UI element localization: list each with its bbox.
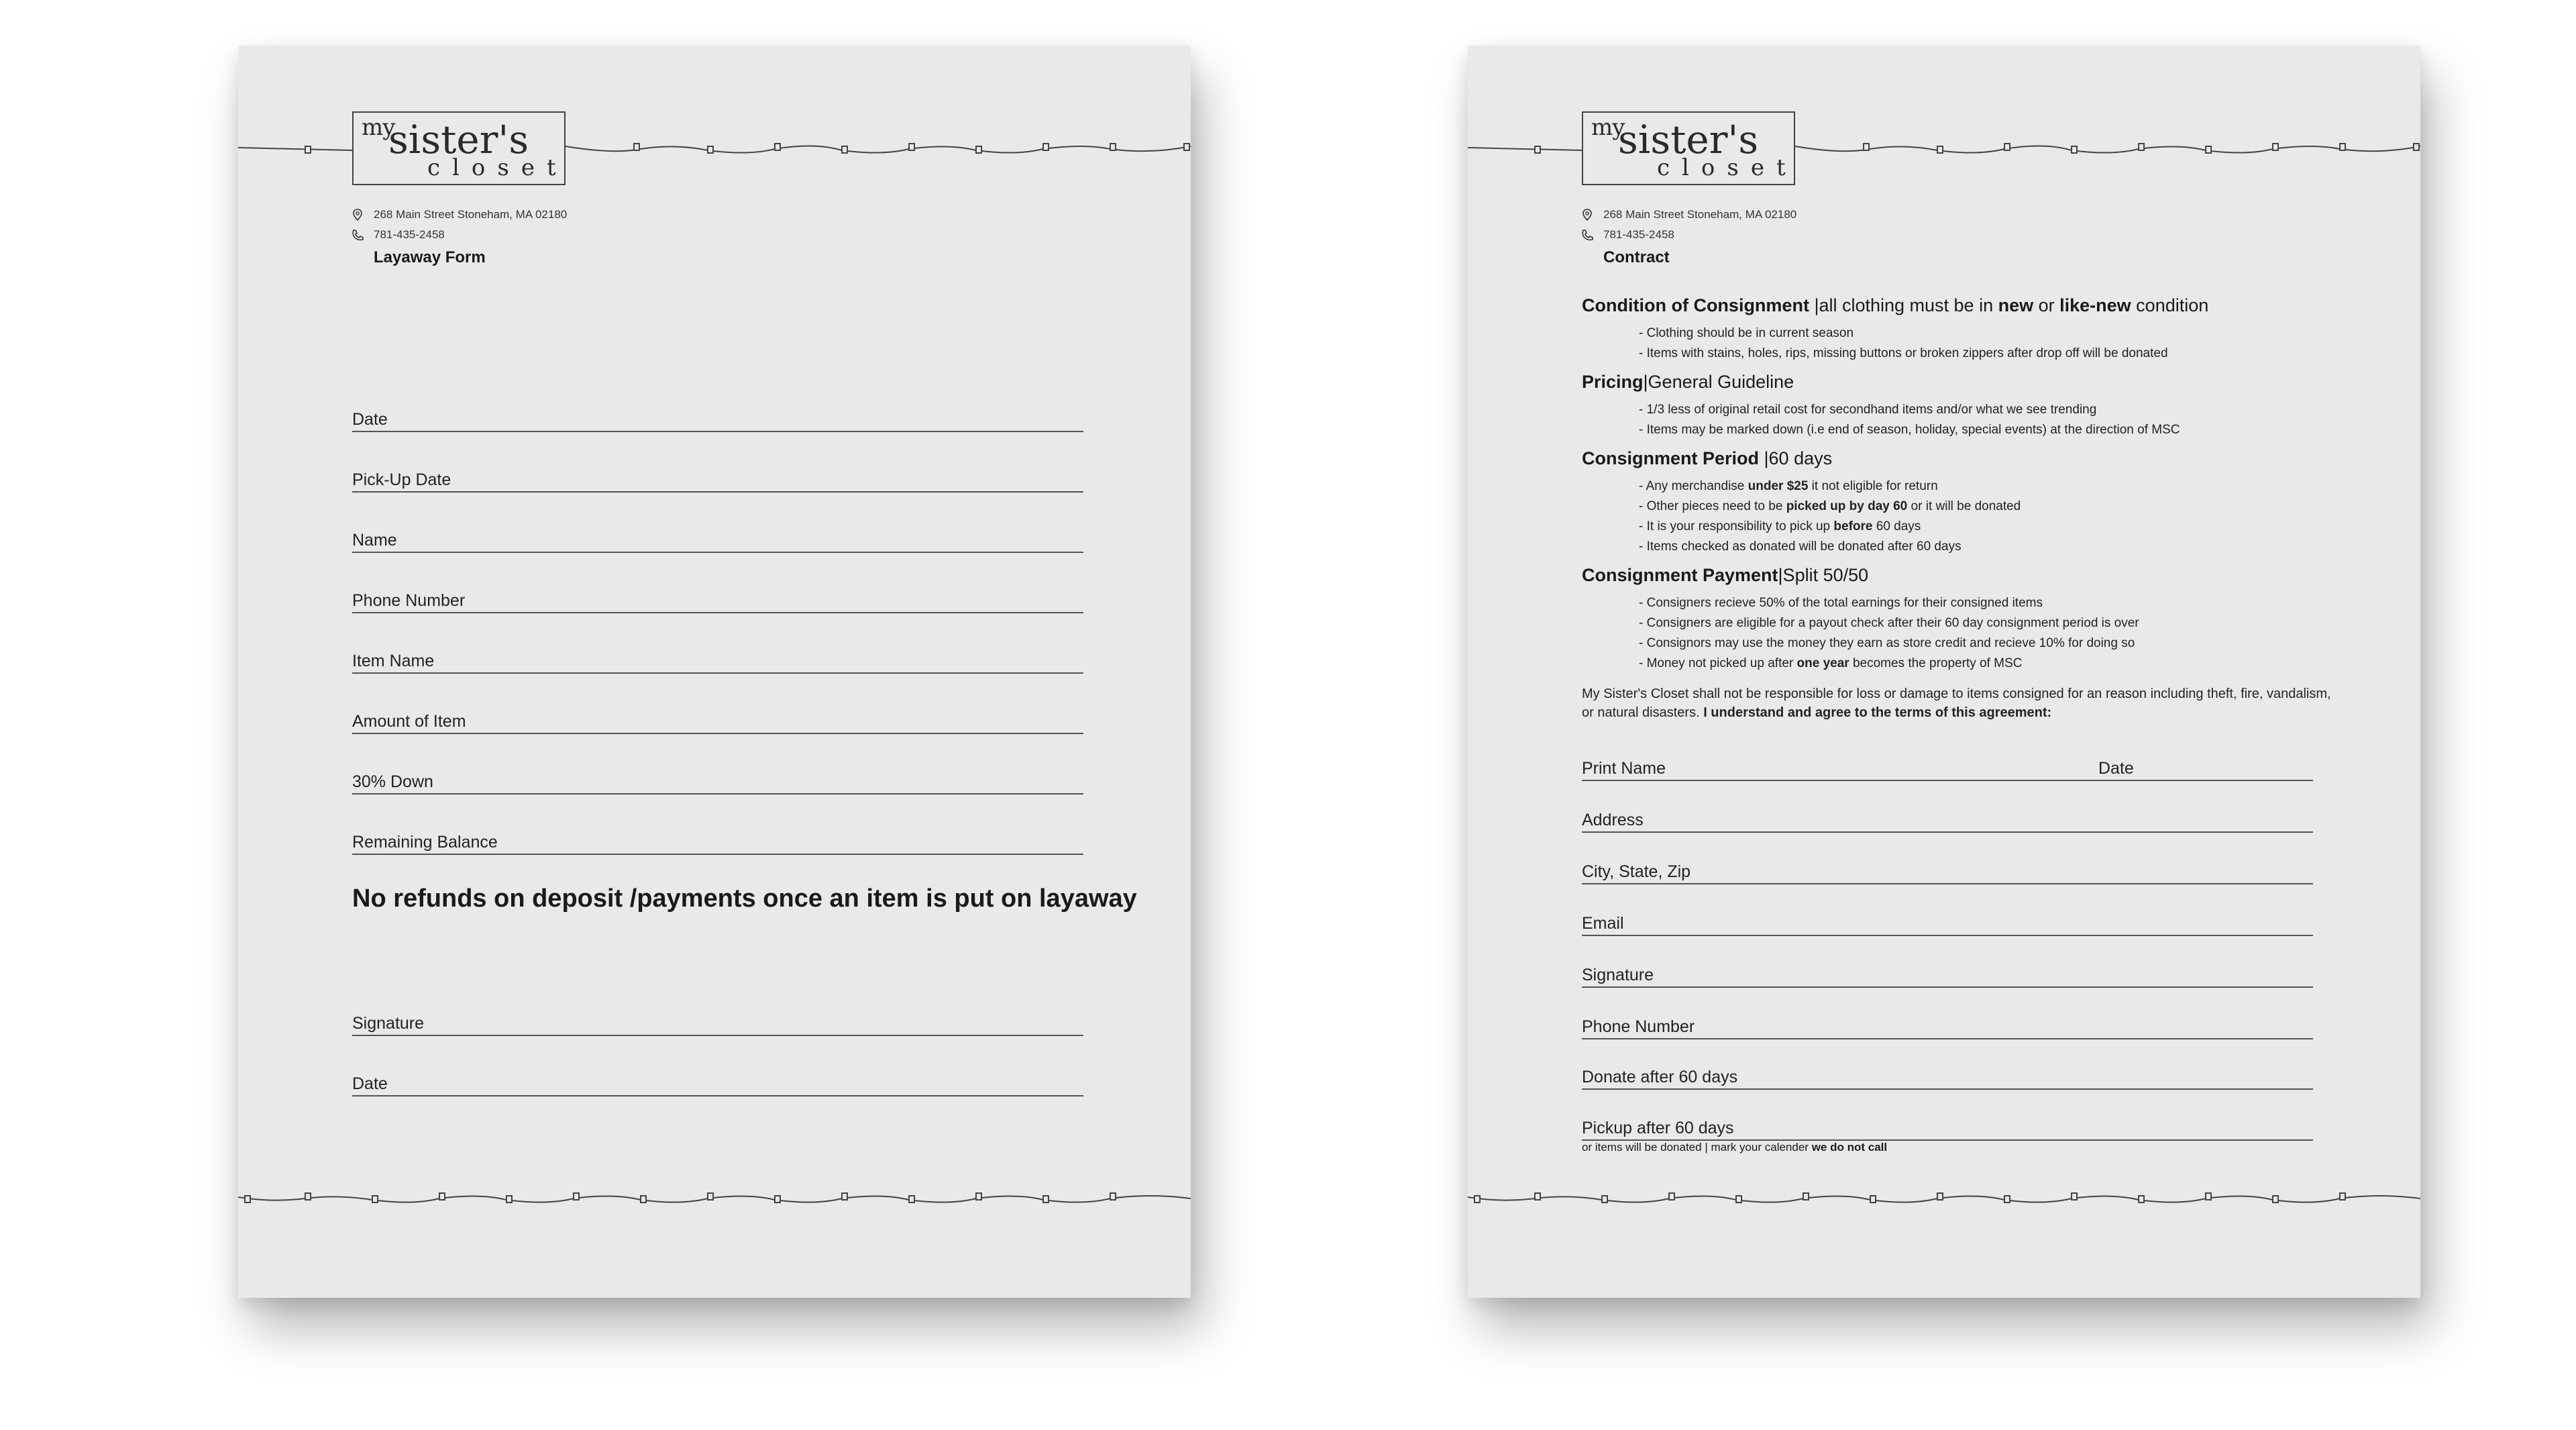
field-label: Pick-Up Date bbox=[352, 470, 451, 489]
field-label: Print Name bbox=[1582, 759, 1666, 778]
field-label: Signature bbox=[1582, 966, 1654, 984]
pricing-heading: Pricing|General Guideline bbox=[1582, 372, 1794, 392]
payment-heading: Consignment Payment|Split 50/50 bbox=[1582, 565, 1869, 585]
city-state-zip-field[interactable] bbox=[1582, 854, 2313, 884]
payment-bullet: - Consignors may use the money they earn as store credit and recieve 10% for doing so bbox=[1639, 636, 2135, 650]
form-title: Layaway Form bbox=[374, 248, 486, 266]
brand-logo bbox=[352, 111, 566, 185]
no-refund-notice: No refunds on deposit /payments once an item is put on layaway bbox=[352, 884, 1137, 913]
field-label: Date bbox=[352, 1074, 388, 1093]
field-label: Date bbox=[352, 410, 388, 429]
condition-heading: Condition of Consignment |all clothing must be in new or like-new condition bbox=[1582, 295, 2209, 315]
location-pin-icon bbox=[351, 208, 364, 221]
decorative-string-bottom bbox=[238, 1186, 1191, 1213]
logo-my: my bbox=[362, 114, 395, 141]
field-label: Pickup after 60 days bbox=[1582, 1119, 1734, 1137]
phone-text: 781-435-2458 bbox=[1603, 228, 1674, 241]
field-label: City, State, Zip bbox=[1582, 862, 1691, 881]
period-bullet: - Other pieces need to be picked up by day 60 or it will be donated bbox=[1639, 499, 2021, 513]
phone-number-field[interactable] bbox=[352, 582, 1083, 613]
field-label: Phone Number bbox=[1582, 1017, 1695, 1036]
address-line bbox=[1580, 208, 1796, 221]
brand-logo bbox=[1582, 111, 1798, 185]
signature-field[interactable] bbox=[1582, 957, 2313, 988]
address-line bbox=[351, 208, 567, 221]
condition-bullet: - Clothing should be in current season bbox=[1639, 326, 1854, 340]
pickup-option-field[interactable] bbox=[1582, 1110, 2313, 1141]
field-label: Amount of Item bbox=[352, 712, 466, 731]
condition-bullet: - Items with stains, holes, rips, missing buttons or broken zippers after drop off will be donated bbox=[1639, 346, 2168, 360]
print-name-field[interactable] bbox=[1582, 750, 2313, 781]
phone-line bbox=[1580, 228, 1674, 242]
payment-bullet: - Consigners are eligible for a payout check after their 60 day consignment period is over bbox=[1639, 616, 2139, 630]
location-pin-icon bbox=[1580, 208, 1594, 221]
item-name-field[interactable] bbox=[352, 643, 1083, 674]
field-label: Donate after 60 days bbox=[1582, 1068, 1738, 1086]
field-label: Signature bbox=[352, 1014, 425, 1033]
layaway-form-page bbox=[238, 46, 1191, 1298]
pickup-date-field[interactable] bbox=[352, 462, 1083, 493]
pricing-bullet: - Items may be marked down (i.e end of season, holiday, special events) at the direction of MSC bbox=[1639, 423, 2180, 437]
footnote: or items will be donated | mark your calender we do not call bbox=[1582, 1141, 1888, 1154]
disclaimer-paragraph: My Sister's Closet shall not be responsible for loss or damage to items consigned for an reason including theft, fire, vandalism, or natural disasters. I understand and agree to the terms of this agreement: bbox=[1582, 686, 2331, 720]
field-label: Address bbox=[1582, 811, 1644, 829]
pricing-bullet: - 1/3 less of original retail cost for secondhand items and/or what we see trending bbox=[1639, 403, 2097, 417]
phone-icon bbox=[351, 228, 364, 242]
date-field[interactable] bbox=[352, 401, 1083, 432]
field-label: Remaining Balance bbox=[352, 833, 498, 852]
remaining-balance-field[interactable] bbox=[352, 824, 1083, 855]
period-bullet: - Any merchandise under $25 it not eligible for return bbox=[1639, 479, 1938, 493]
period-heading: Consignment Period |60 days bbox=[1582, 448, 1833, 468]
logo-closet: closet bbox=[1657, 154, 1798, 181]
phone-line bbox=[351, 228, 445, 242]
phone-text: 781-435-2458 bbox=[374, 228, 445, 241]
donate-option-field[interactable] bbox=[1582, 1059, 2313, 1090]
amount-field[interactable] bbox=[352, 703, 1083, 734]
address-field[interactable] bbox=[1582, 802, 2313, 833]
phone-number-field[interactable] bbox=[1582, 1009, 2313, 1039]
field-label: Name bbox=[352, 531, 397, 550]
sign-date-field[interactable] bbox=[352, 1066, 1083, 1096]
period-bullet: - Items checked as donated will be donated after 60 days bbox=[1639, 540, 1962, 554]
decorative-string-bottom bbox=[1468, 1186, 2420, 1213]
field-label: Email bbox=[1582, 914, 1624, 933]
period-bullet: - It is your responsibility to pick up before 60 days bbox=[1639, 519, 1921, 533]
address-text: 268 Main Street Stoneham, MA 02180 bbox=[1603, 208, 1797, 221]
logo-sister: sister's bbox=[1618, 117, 1759, 162]
address-text: 268 Main Street Stoneham, MA 02180 bbox=[374, 208, 568, 221]
contract-page bbox=[1468, 46, 2420, 1298]
payment-bullet: - Money not picked up after one year becomes the property of MSC bbox=[1639, 656, 2023, 670]
logo-closet: closet bbox=[427, 154, 568, 181]
name-field[interactable] bbox=[352, 522, 1083, 553]
form-title: Contract bbox=[1603, 248, 1670, 266]
field-label: Item Name bbox=[352, 652, 435, 670]
field-label: 30% Down bbox=[352, 772, 433, 791]
signature-field[interactable] bbox=[352, 1005, 1083, 1036]
email-field[interactable] bbox=[1582, 905, 2313, 936]
date-label: Date bbox=[2098, 759, 2134, 778]
payment-bullet: - Consigners recieve 50% of the total earnings for their consigned items bbox=[1639, 596, 2043, 610]
down-payment-field[interactable] bbox=[352, 764, 1083, 795]
field-label: Phone Number bbox=[352, 591, 466, 610]
logo-my: my bbox=[1591, 114, 1625, 141]
phone-icon bbox=[1580, 228, 1594, 242]
logo-sister: sister's bbox=[388, 117, 529, 162]
